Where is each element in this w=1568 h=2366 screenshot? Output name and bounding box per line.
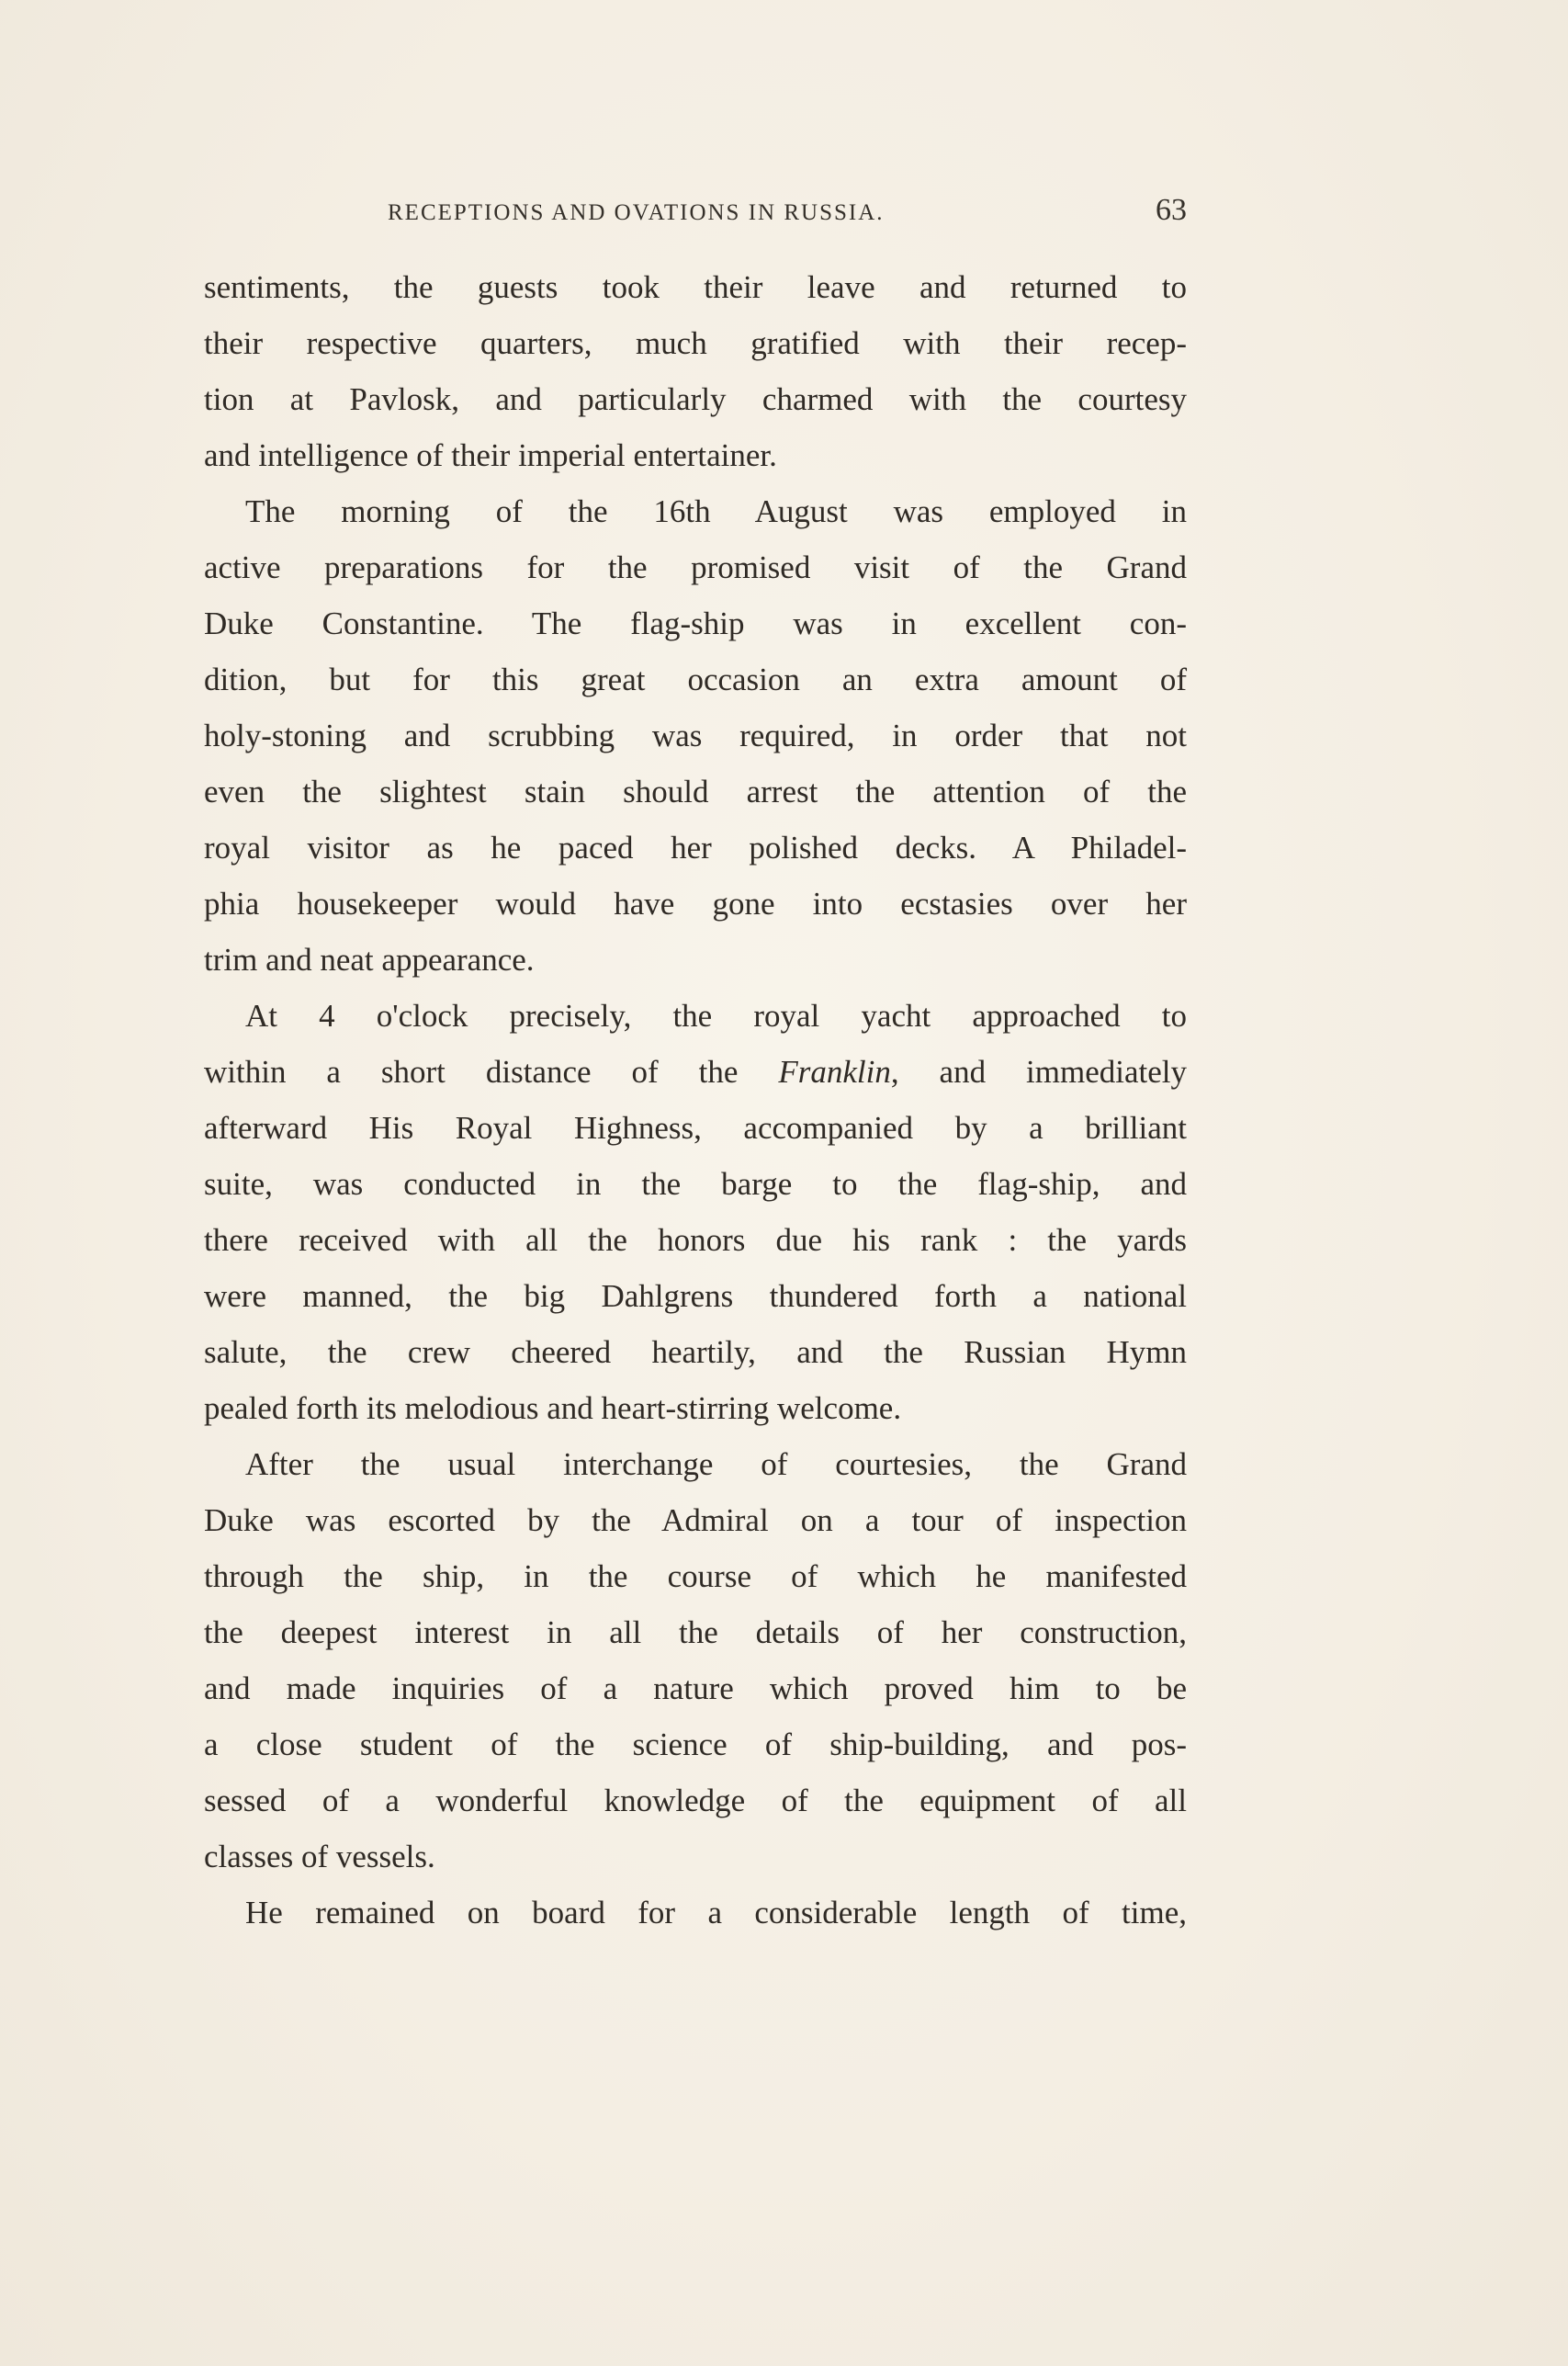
text-line: Duke was escorted by the Admiral on a tour of inspection — [204, 1502, 1187, 1538]
body-text — [204, 259, 1187, 1941]
text-line: suite, was conducted in the barge to the flag-ship, and — [204, 1166, 1187, 1202]
text-line: trim and neat appearance. — [204, 942, 535, 978]
text-line: sentiments, the guests took their leave and returned to — [204, 269, 1187, 305]
text-line: royal visitor as he paced her polished decks. A Philadel- — [204, 830, 1187, 866]
text-line: a close student of the science of ship-building, and pos- — [204, 1726, 1187, 1762]
text-line: sessed of a wonderful knowledge of the equipment of all — [204, 1783, 1187, 1818]
text-segment: , and immediately — [890, 1054, 1188, 1090]
text-line: through the ship, in the course of which he manifested — [204, 1558, 1187, 1594]
text-line: holy-stoning and scrubbing was required, in order that not — [204, 718, 1187, 753]
text-line: dition, but for this great occasion an extra amount of — [204, 662, 1187, 697]
text-line: pealed forth its melodious and heart-stirring welcome. — [204, 1390, 902, 1426]
text-line: After the usual interchange of courtesies, the Grand — [245, 1446, 1187, 1482]
text-line: afterward His Royal Highness, accompanied by a brilliant — [204, 1110, 1187, 1146]
text-line: phia housekeeper would have gone into ecstasies over her — [204, 886, 1187, 922]
text-line: and made inquiries of a nature which proved him to be — [204, 1670, 1187, 1706]
text-line: tion at Pavlosk, and particularly charmed with the courtesy — [204, 381, 1187, 417]
text-line: At 4 o'clock precisely, the royal yacht approached to — [245, 998, 1187, 1034]
running-head — [204, 193, 1187, 239]
text-line: active preparations for the promised visit of the Grand — [204, 549, 1187, 585]
text-line: and intelligence of their imperial entertainer. — [204, 437, 777, 473]
running-title: RECEPTIONS AND OVATIONS IN RUSSIA. — [388, 200, 885, 225]
text-line — [204, 1044, 1187, 1100]
text-line: He remained on board for a considerable length of time, — [245, 1895, 1187, 1930]
text-line: their respective quarters, much gratified with their recep- — [204, 325, 1187, 361]
page-number: 63 — [1156, 193, 1187, 227]
text-line: even the slightest stain should arrest the attention of the — [204, 774, 1187, 809]
ship-name: Franklin — [778, 1054, 891, 1090]
text-line: there received with all the honors due his rank : the yards — [204, 1222, 1187, 1258]
text-line: The morning of the 16th August was employed in — [245, 493, 1187, 529]
text-segment: within a short distance of the — [204, 1054, 779, 1090]
text-line: salute, the crew cheered heartily, and the Russian Hymn — [204, 1334, 1187, 1370]
text-line: Duke Constantine. The flag-ship was in excellent con- — [204, 606, 1187, 641]
text-line: the deepest interest in all the details of her construction, — [204, 1614, 1187, 1650]
text-line: were manned, the big Dahlgrens thundered forth a national — [204, 1278, 1187, 1314]
text-line: classes of vessels. — [204, 1839, 435, 1874]
